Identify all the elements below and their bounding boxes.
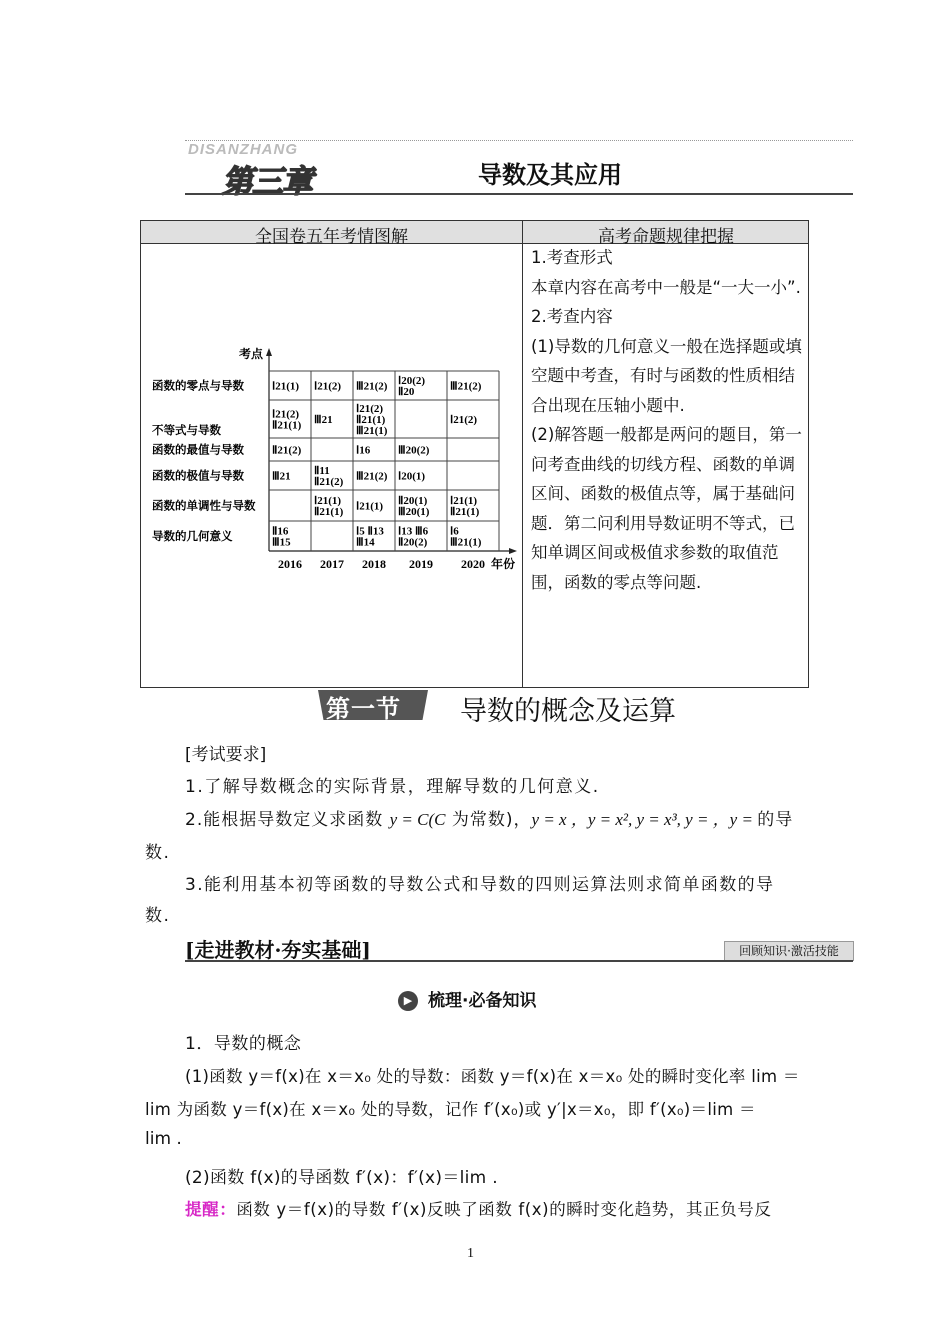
pattern-line: 本章内容在高考中一般是“一大一小”.: [531, 277, 801, 297]
section-title: 导数的概念及运算: [460, 696, 676, 727]
requirement-2-math: y = x ，y = x², y = x³, y = ，y =: [531, 810, 758, 829]
requirement-2-text: 的导: [757, 810, 794, 830]
y-axis-arrow: [266, 348, 272, 356]
grid-cell-label: Ⅰ16: [356, 444, 371, 457]
requirement-2: [185, 805, 793, 830]
exam-pattern-text: [531, 243, 803, 597]
grid-cell-label: Ⅰ21(1): [272, 380, 300, 393]
grid-cell-label: Ⅰ21(2) Ⅱ21(1): [272, 408, 302, 432]
grid-cell-label: Ⅰ21(1) Ⅱ21(1): [314, 495, 344, 518]
knowledge-line-2: lim 为函数 y＝f(x)在 x＝x₀ 处的导数，记作 f′(x₀)或 y′|x＝x₀，即 f′(x₀)＝lim ＝: [145, 1100, 756, 1119]
grid-cell-label: Ⅰ21(2): [314, 380, 342, 393]
pattern-line: (1)导数的几何意义一般在选择题或填空题中考查，有时与函数的性质相结合出现在压轴小题中.: [531, 336, 802, 415]
section-badge: 第一节: [326, 695, 401, 723]
requirement-2-text: 为常数)，: [445, 810, 532, 830]
requirements-heading: [考试要求]: [185, 745, 267, 765]
section2-rule: [185, 960, 853, 962]
grid-cell-label: Ⅱ16 Ⅲ15: [272, 525, 291, 549]
chapter-pinyin: DISANZHANG: [188, 141, 298, 158]
tip-label: 提醒：: [185, 1200, 237, 1219]
grid-cell-label: Ⅱ21(2): [272, 444, 302, 457]
grid-topic-label: 函数的最值与导数: [152, 442, 244, 457]
year-tick-label: 2018: [362, 557, 386, 571]
pattern-line: 2.考查内容: [531, 307, 613, 326]
grid-cell-label: Ⅲ21(2): [450, 380, 482, 393]
year-tick-label: 2019: [409, 557, 433, 571]
grid-cell-label: Ⅰ21(2) Ⅱ21(1) Ⅲ21(1): [356, 403, 388, 437]
page-number: 1: [467, 1246, 474, 1261]
table-header-right: 高考命题规律把握: [598, 227, 734, 247]
grid-cell-label: Ⅰ20(1): [398, 470, 426, 483]
requirement-2-math: y = C(C: [389, 810, 446, 829]
grid-cell-label: Ⅰ13 Ⅲ6 Ⅱ20(2): [398, 525, 429, 549]
grid-cell-label: Ⅰ21(2): [450, 414, 478, 426]
grid-cell-label: Ⅰ20(2) Ⅱ20: [398, 375, 426, 398]
year-tick-label: 2017: [320, 557, 344, 571]
requirement-2-text: 2.能根据导数定义求函数: [185, 810, 390, 830]
exam-grid-chart: [149, 346, 524, 576]
grid-cell-label: Ⅰ21(1) Ⅱ21(1): [450, 495, 480, 518]
section2-tag: 回顾知识·激活技能: [724, 941, 854, 961]
header-rule: [185, 193, 853, 195]
grid-topic-label: 函数的零点与导数: [152, 378, 244, 393]
play-icon: ▶: [398, 991, 418, 1011]
subheading-text: 梳理·必备知识: [428, 991, 537, 1011]
grid-cell-label: Ⅲ21(2): [356, 470, 388, 483]
grid-cell-label: Ⅱ11 Ⅱ21(2): [314, 465, 344, 488]
grid-topic-label: 函数的极值与导数: [152, 468, 244, 483]
exam-analysis-table: [140, 220, 809, 688]
grid-cell-label: Ⅲ21: [314, 414, 333, 426]
chapter-badge: 第三章: [222, 164, 312, 200]
requirement-1: 1.了解导数概念的实际背景，理解导数的几何意义.: [185, 777, 600, 797]
chapter-title: 导数及其应用: [478, 161, 622, 189]
tip-text: 函数 y＝f(x)的导数 f′(x)反映了函数 f(x)的瞬时变化趋势，其正负号反: [236, 1200, 772, 1219]
grid-topic-label: 函数的单调性与导数: [152, 498, 256, 513]
section2-title: [走进教材·夯实基础]: [185, 938, 371, 962]
knowledge-line-3: lim .: [145, 1129, 182, 1149]
x-axis-arrow: [509, 548, 517, 554]
grid-cell-label: Ⅰ5 Ⅱ13 Ⅲ14: [356, 525, 384, 549]
y-axis-label: 考点: [239, 347, 264, 361]
requirement-2-cont: 数.: [145, 843, 171, 863]
knowledge-tip: [185, 1196, 772, 1220]
knowledge-line-1: (1)函数 y＝f(x)在 x＝x₀ 处的导数：函数 y＝f(x)在 x＝x₀ 处的瞬时变化率 lim ＝: [185, 1067, 800, 1086]
year-tick-label: 2020: [461, 557, 485, 571]
requirement-3: 3.能利用基本初等函数的导数公式和导数的四则运算法则求简单函数的导: [185, 875, 775, 895]
grid-cell-label: Ⅰ6 Ⅲ21(1): [450, 525, 482, 549]
knowledge-heading: 1．导数的概念: [185, 1034, 302, 1054]
year-tick-label: 2016: [278, 557, 302, 571]
pattern-line: (2)解答题一般都是两问的题目，第一问考查曲线的切线方程、函数的单调区间、函数的极值点等，属于基础问题．第二问利用导数证明不等式，已知单调区间或极值求参数的取值范围，函数的零点等问题.: [531, 425, 802, 592]
subheading: [398, 986, 536, 1011]
grid-cell-label: Ⅲ20(2): [398, 444, 430, 457]
pattern-line: 1.考查形式: [531, 248, 613, 267]
grid-topic-label: 不等式与导数: [152, 423, 221, 437]
grid-topic-label: 导数的几何意义: [152, 529, 233, 543]
grid-cell-label: Ⅲ21: [272, 470, 291, 483]
grid-cell-label: Ⅱ20(1) Ⅲ20(1): [398, 495, 430, 518]
grid-cell-label: Ⅰ21(1): [356, 500, 384, 513]
knowledge-line-4: (2)函数 f(x)的导函数 f′(x)：f′(x)＝lim .: [185, 1168, 498, 1188]
requirement-3-cont: 数.: [145, 906, 171, 926]
grid-cell-label: Ⅲ21(2): [356, 380, 388, 393]
x-axis-label: 年份: [491, 557, 516, 571]
table-header-left: 全国卷五年考情图解: [255, 227, 408, 247]
